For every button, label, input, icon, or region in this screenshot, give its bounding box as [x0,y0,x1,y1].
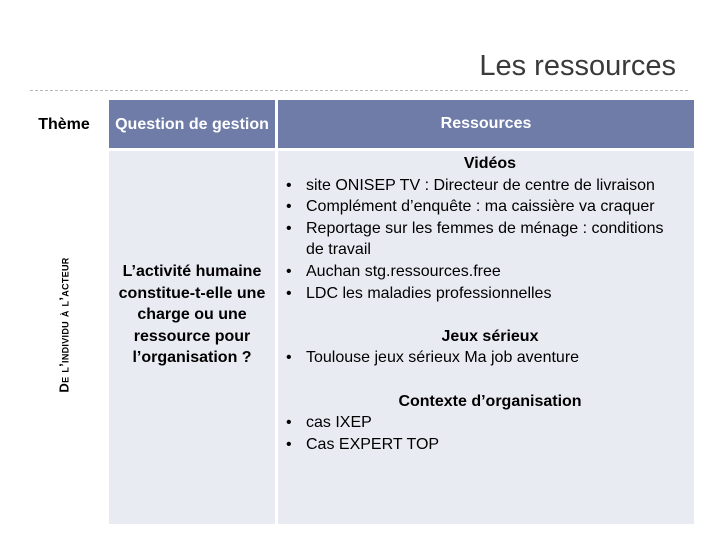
list-item: • Complément d’enquête : ma caissière va craquer [278,196,694,218]
resources-cell [278,151,694,524]
serious-games-list [278,347,694,369]
list-item: • site ONISEP TV : Directeur de centre de livraison [278,175,694,197]
section-heading-serious-games: Jeux sérieux [441,327,539,345]
list-item: • Cas EXPERT TOP [278,434,694,456]
resources-header: Ressources [278,100,694,148]
theme-vertical-label: De l’individu à l’acteur [56,257,72,393]
videos-list [278,175,694,305]
list-item: • Auchan stg.ressources.free [278,261,694,283]
slide-title: Les ressources [479,50,676,82]
resources-list [278,153,694,455]
question-text: L’activité humaine constitue-t-elle une charge ou une ressource pour l’organisation ? [118,263,266,367]
question-cell [109,151,275,524]
title-divider [30,90,688,91]
section-heading-context: Contexte d’organisation [398,392,582,410]
list-item: • Reportage sur les femmes de ménage : conditions de travail [278,218,694,261]
theme-header: Thème [22,100,106,148]
section-heading-videos: Vidéos [463,155,517,172]
context-list [278,412,694,455]
list-item: • cas IXEP [278,412,694,434]
list-item: • LDC les maladies professionnelles [278,283,694,305]
question-header: Question de gestion [109,100,275,148]
list-item: • Toulouse jeux sérieux Ma job aventure [278,347,694,369]
